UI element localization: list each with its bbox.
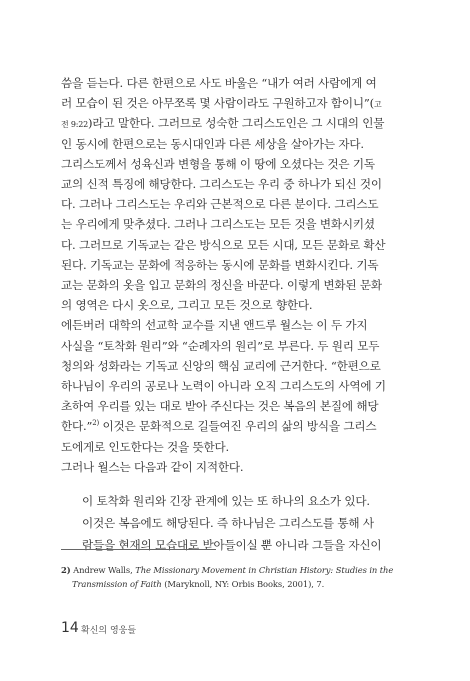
body-line [61, 418, 410, 436]
body-line [61, 338, 410, 356]
body-line [61, 459, 410, 477]
body-line [61, 196, 410, 214]
body-line [61, 115, 410, 133]
footnote-line-1 [61, 564, 411, 577]
quote-line: 이것은 복음에도 해당된다. 즉 하나님은 그리스도를 통해 사 [82, 516, 374, 530]
body-line [61, 277, 410, 295]
body-line [61, 176, 410, 194]
body-line-pre: 교의 신적 특징에 해당한다. 그리스도는 우리 중 하나가 되신 것이 [61, 177, 382, 191]
body-line-small: 고 [373, 100, 382, 110]
body-line-post: 이것은 문화적으로 길들여진 우리의 삶의 방식을 그리스 [99, 419, 377, 434]
body-line [61, 439, 410, 457]
running-title: 확신의 영웅들 [81, 626, 137, 636]
footnote-title-b: Transmission of Faith [72, 579, 162, 589]
body-line-pre: 그리스도께서 성육신과 변형을 통해 이 땅에 오셨다는 것은 기독 [61, 156, 375, 171]
footnote-number: 2) [61, 565, 71, 575]
body-line [61, 257, 410, 275]
page-number: 14 [61, 620, 79, 636]
body-line-pre: 러 모습이 된 것은 아무쪼록 몇 사람이라도 구원하고자 함이니”( [61, 96, 374, 111]
body-line-pre: 청의와 성화라는 기독교 신앙의 핵심 교리에 근거한다. “한편으로 [61, 358, 381, 373]
body-line [61, 156, 410, 174]
body-line-pre: 씀을 듣는다. 다른 한편으로 사도 바울은 “내가 여러 사람에게 여 [61, 76, 377, 90]
body-line-pre: 하나님이 우리의 공로나 노력이 아니라 오직 그리스도의 사역에 기 [61, 379, 386, 393]
body-line [61, 216, 410, 234]
body-line-post: )라고 말한다. 그러므로 성숙한 그리스도인은 그 시대의 인물 [88, 116, 385, 131]
body-line-pre: 의 영역은 다시 옷으로, 그리고 모든 것으로 향한다. [61, 298, 313, 313]
body-line-small: 전 9:22 [61, 120, 89, 130]
body-line [61, 297, 410, 315]
body-line-pre: 한다.” [61, 419, 93, 434]
body-line-pre: 다. 그러나 그리스도는 우리와 근본적으로 다른 분이다. 그리스도 [61, 197, 379, 212]
body-line [61, 378, 410, 396]
footnote-publisher: (Maryknoll, NY: Orbis Books, 2001), 7. [161, 579, 325, 589]
body-line [61, 95, 410, 113]
body-line [61, 136, 410, 154]
body-line-pre: 에든버러 대학의 선교학 교수를 지낸 앤드루 월스는 이 두 가지 [61, 318, 368, 333]
body-line-pre: 초하여 우리를 있는 대로 받아 주신다는 것은 복음의 본질에 해당 [61, 399, 379, 414]
body-line [61, 237, 410, 255]
body-line-pre: 다. 그러므로 기독교는 같은 방식으로 모든 시대, 모든 문화로 확산 [61, 237, 386, 252]
footnote-line-2 [72, 578, 422, 591]
body-line [61, 358, 410, 376]
body-line-sup: 2) [92, 419, 100, 428]
footnote-author: Andrew Walls, [70, 565, 136, 575]
body-line-pre: 도에게로 인도한다는 것을 뜻한다. [61, 439, 229, 454]
footnote-divider [61, 549, 216, 550]
body-line-pre: 는 우리에게 맞추셨다. 그러나 그리스도는 모든 것을 변화시키셨 [61, 217, 375, 232]
quote-line: 이 토착화 원리와 긴장 관계에 있는 또 하나의 요소가 있다. [82, 494, 370, 508]
body-line-pre: 된다. 기독교는 문화에 적응하는 동시에 문화를 변화시킨다. 기독 [61, 257, 379, 272]
body-line-pre: 사실을 “토착화 원리”와 “순례자의 원리”로 부른다. 두 원리 모두 [61, 338, 380, 353]
body-line [61, 75, 410, 93]
body-line [61, 398, 410, 416]
footnote-title-a: The Missionary Movement in Christian History: Studies in the [135, 565, 394, 575]
quote-line: 람들을 현재의 모습대로 받아들이실 뿐 아니라 그들을 자신이 [82, 538, 382, 552]
body-line-pre: 그러나 월스는 다음과 같이 지적한다. [61, 459, 244, 474]
body-line-pre: 교는 문화의 옷을 입고 문화의 정신을 바꾼다. 이렇게 변화된 문화 [61, 278, 382, 292]
body-line [61, 317, 410, 335]
body-line-pre: 인 동시에 한편으로는 동시대인과 다른 세상을 살아가는 자다. [61, 136, 364, 151]
